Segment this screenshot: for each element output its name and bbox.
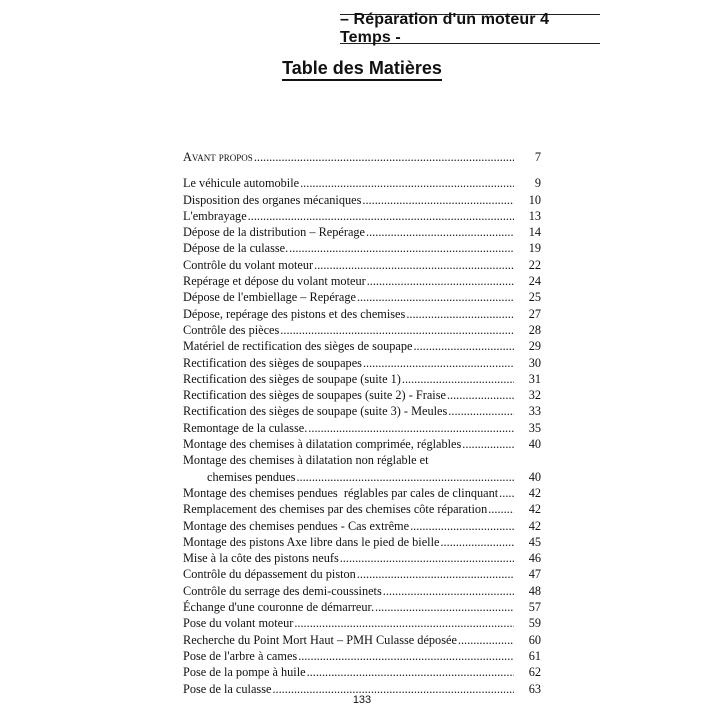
toc-entry [183,632,541,648]
toc-leader-dots [289,240,514,256]
toc-entry [183,175,541,191]
toc-entry-label: Pose du volant moteur [183,616,294,631]
toc-entry [183,192,541,208]
page-footer [0,694,724,706]
toc-entry [183,436,541,452]
toc-entry [183,273,541,289]
toc-entry-label: Rectification des sièges de soupapes [183,355,362,370]
toc-entry [183,583,541,599]
toc-entry [183,469,541,485]
toc-entry [183,615,541,631]
toc-entry-page: 31 [528,371,541,386]
toc-entry [183,664,541,680]
toc-leader-dots [300,175,514,191]
toc-entry-label: Montage des chemises pendues réglables par cales de clinquant [183,485,499,500]
toc-leader-dots [499,485,514,501]
toc-entry [183,371,541,387]
toc-entry-page: 46 [528,551,541,566]
toc-leader-dots [375,599,514,615]
toc-entry [183,289,541,305]
toc-entry-page: 47 [528,567,541,582]
toc-entry-label: Remplacement des chemises par des chemises côte réparation [183,502,488,517]
toc-entry-page: 27 [528,306,541,321]
toc-entry [183,648,541,664]
toc-entry-page: 14 [528,225,541,240]
toc-entry-page: 25 [528,290,541,305]
toc-leader-dots [462,436,514,452]
toc-entry-label: Avant propos [183,150,253,164]
toc-entry-label: Rectification des sièges de soupapes (suite 2) - Fraise [183,388,446,403]
toc-entry [183,518,541,534]
toc-leader-dots [410,518,514,534]
toc-leader-dots [413,338,514,354]
toc-entry-page: 61 [528,648,541,663]
toc-entry-label: L'embrayage [183,208,247,223]
toc-entry-label: Dépose, repérage des pistons et des chemises [183,306,406,321]
toc-leader-dots [254,149,514,165]
toc-entry [183,306,541,322]
toc-entry [183,224,541,240]
toc-entry [183,420,541,436]
toc-entry-label: Recherche du Point Mort Haut – PMH Culasse déposée [183,632,457,647]
toc-leader-dots [357,289,514,305]
toc-entry-page: 57 [528,600,541,615]
toc-leader-dots [340,550,514,566]
toc-entry-page: 28 [528,322,541,337]
toc-leader-dots [367,273,514,289]
toc-entry-page: 13 [528,208,541,223]
toc-entry-label: Échange d'une couronne de démarreur. [183,600,375,615]
toc-leader-dots [406,306,514,322]
toc-entry-label: Contrôle du dépassement du piston [183,567,356,582]
toc-entry-label: Remontage de la culasse. [183,420,308,435]
running-header [340,11,600,46]
toc-entry-label: Pose de la pompe à huile [183,665,306,680]
toc-entry-label: chemises pendues [207,469,296,484]
toc-entry-page: 33 [528,404,541,419]
toc-entry-label: Montage des chemises à dilatation non réglable et [183,453,429,468]
toc-entry-label: Mise à la côte des pistons neufs [183,551,339,566]
page-title-text: Table des Matières [282,58,442,81]
toc-entry-page: 45 [528,534,541,549]
toc-entry-page: 10 [528,192,541,207]
toc-entry-label: Disposition des organes mécaniques [183,192,362,207]
page-title [0,58,724,79]
toc-leader-dots [280,322,514,338]
toc-entry-label: Pose de l'arbre à cames [183,648,298,663]
toc-entry-label: Matériel de rectification des sièges de soupape [183,339,413,354]
toc-entry-label: Rectification des sièges de soupape (suite 1) [183,371,401,386]
toc-entry-label: Montage des chemises pendues - Cas extrême [183,518,410,533]
toc-entry-page: 9 [534,176,541,191]
toc-leader-dots [308,420,514,436]
toc-leader-dots [357,566,514,582]
toc-entry [183,599,541,615]
toc-entry [183,322,541,338]
toc-leader-dots [383,583,514,599]
toc-entry [183,149,541,165]
toc-entry-page: 42 [528,502,541,517]
toc-entry-label: Contrôle des pièces [183,322,280,337]
running-title: – Réparation d'un moteur 4 Temps - [340,11,550,46]
toc-entry-label: Le véhicule automobile [183,176,300,191]
toc-entry-page: 19 [528,241,541,256]
toc-entry [183,550,541,566]
toc-entry [183,387,541,403]
toc-leader-dots [440,534,514,550]
toc-leader-dots [363,355,514,371]
toc-entry-page: 29 [528,339,541,354]
toc-entry-label: Montage des chemises à dilatation comprimée, réglables [183,437,462,452]
toc-leader-dots [402,371,514,387]
toc-entry-page: 42 [528,485,541,500]
toc-entry-page: 22 [528,257,541,272]
toc-entry-label: Contrôle du serrage des demi-coussinets [183,583,382,598]
toc-entry-page: 40 [528,469,541,484]
toc-leader-dots [366,224,514,240]
table-of-contents [183,149,541,697]
toc-entry [183,338,541,354]
toc-entry-label: Dépose de la culasse. [183,241,289,256]
page-number: 133 [352,694,372,706]
toc-entry-page: 24 [528,274,541,289]
toc-entry-page: 35 [528,420,541,435]
toc-leader-dots [488,501,514,517]
toc-entry [183,240,541,256]
toc-entry [183,452,541,468]
toc-entry [183,501,541,517]
toc-leader-dots [298,648,514,664]
toc-entry-label: Dépose de l'embiellage – Repérage [183,290,356,305]
toc-entry [183,257,541,273]
toc-leader-dots [307,664,514,680]
toc-entry-page: 7 [534,150,541,164]
toc-entry-label: Pose de la culasse [183,681,272,696]
toc-leader-dots [447,387,514,403]
toc-entry-page: 62 [528,665,541,680]
toc-entry [183,534,541,550]
toc-entry-label: Dépose de la distribution – Repérage [183,225,366,240]
toc-entry [183,485,541,501]
toc-entry-page: 60 [528,632,541,647]
toc-entry [183,355,541,371]
toc-leader-dots [362,192,514,208]
toc-entry-page: 40 [528,437,541,452]
toc-entry-label: Montage des pistons Axe libre dans le pied de bielle [183,534,440,549]
toc-entry-label: Repérage et dépose du volant moteur [183,274,366,289]
toc-entry-page: 30 [528,355,541,370]
toc-entry-page: 63 [528,681,541,696]
toc-leader-dots [458,632,514,648]
toc-entry-page: 42 [528,518,541,533]
toc-entry [183,403,541,419]
toc-entry [183,566,541,582]
toc-leader-dots [314,257,514,273]
toc-entry-label: Contrôle du volant moteur [183,257,314,272]
toc-leader-dots [248,208,514,224]
toc-entry-page: 59 [528,616,541,631]
toc-leader-dots [296,469,514,485]
toc-entry-page: 32 [528,388,541,403]
toc-leader-dots [448,403,514,419]
toc-entry [183,208,541,224]
toc-entry-page: 48 [528,583,541,598]
toc-entry-label: Rectification des sièges de soupape (suite 3) - Meules [183,404,448,419]
toc-leader-dots [294,615,514,631]
